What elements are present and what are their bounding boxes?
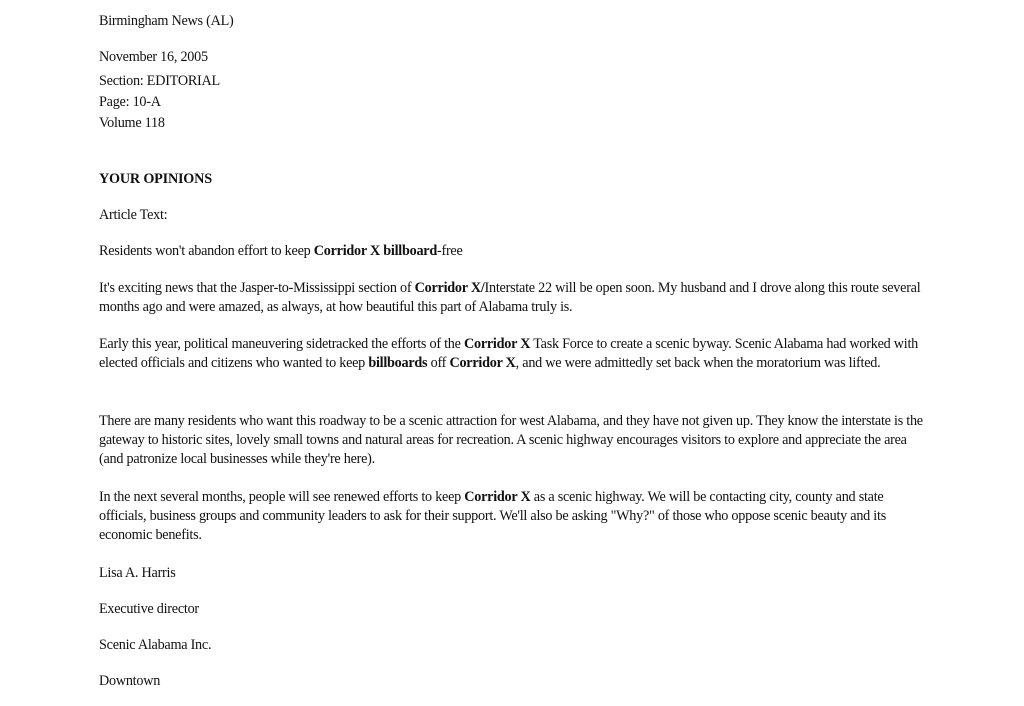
- text-run: Residents won't abandon effort to keep: [99, 243, 314, 259]
- article-title: YOUR OPINIONS: [99, 171, 212, 187]
- article-paragraph-2: [99, 335, 925, 373]
- article-paragraph-3: [99, 412, 925, 470]
- text-run: as a scenic highway. We will be contacting city, county and state officials, business groups and community leaders to ask for their support. We'll also be asking "Why?" of those who oppose scenic beauty and its economic benefits.: [99, 489, 886, 544]
- paragraph-text: [99, 335, 925, 373]
- article-headline: [99, 242, 463, 261]
- text-run: off: [427, 355, 450, 372]
- section-label: Section: EDITORIAL: [99, 73, 220, 89]
- signature-role: Executive director: [99, 601, 199, 617]
- text-run: Interstate 22 will be open soon. My husband and I drove along this route several months ago and were amazed, as always, at how beautiful this part of Alabama truly is.: [99, 280, 921, 316]
- text-run: Task Force to create a scenic byway. Scenic Alabama had worked with elected officials and citizens who wanted to keep: [99, 336, 918, 372]
- keyword-highlight: Corridor X: [464, 489, 531, 505]
- text-run: -free: [437, 243, 463, 259]
- article-text-label: Article Text:: [99, 207, 168, 223]
- text-run: , and we were admittedly set back when the moratorium was lifted.: [515, 355, 881, 372]
- paragraph-text: [99, 412, 925, 470]
- paragraph-text: [99, 488, 925, 546]
- volume-number: Volume 118: [99, 115, 165, 131]
- text-run: In the next several months, people will see renewed efforts to keep: [99, 489, 465, 505]
- article-paragraph-1: [99, 279, 925, 317]
- signature-name: Lisa A. Harris: [99, 565, 176, 581]
- text-run: Early this year, political maneuvering sidetracked the efforts of the: [99, 336, 464, 352]
- paragraph-text: [99, 279, 925, 317]
- keyword-highlight: Corridor X: [449, 355, 516, 372]
- page-number: Page: 10-A: [99, 94, 161, 110]
- keyword-highlight: Corridor X/: [414, 280, 485, 296]
- signature-location: Downtown: [99, 673, 161, 689]
- keyword-highlight: Corridor X: [464, 336, 531, 352]
- keyword-highlight: billboards: [368, 355, 428, 372]
- publication-date: November 16, 2005: [99, 49, 208, 65]
- article-paragraph-4: [99, 488, 925, 546]
- signature-organization: Scenic Alabama Inc.: [99, 637, 212, 653]
- publication-name: Birmingham News (AL): [99, 13, 234, 29]
- text-run: There are many residents who want this roadway to be a scenic attraction for west Alabama, and they have not given up. They know the interstate is the gateway to historic sites, lovely small towns and natural areas for recreation. A scenic highway encourages visitors to explore and appreciate the area (and patronize local businesses while they're here).: [99, 413, 923, 468]
- text-run: It's exciting news that the Jasper-to-Mississippi section of: [99, 280, 415, 296]
- keyword-highlight: Corridor X billboard: [313, 243, 437, 259]
